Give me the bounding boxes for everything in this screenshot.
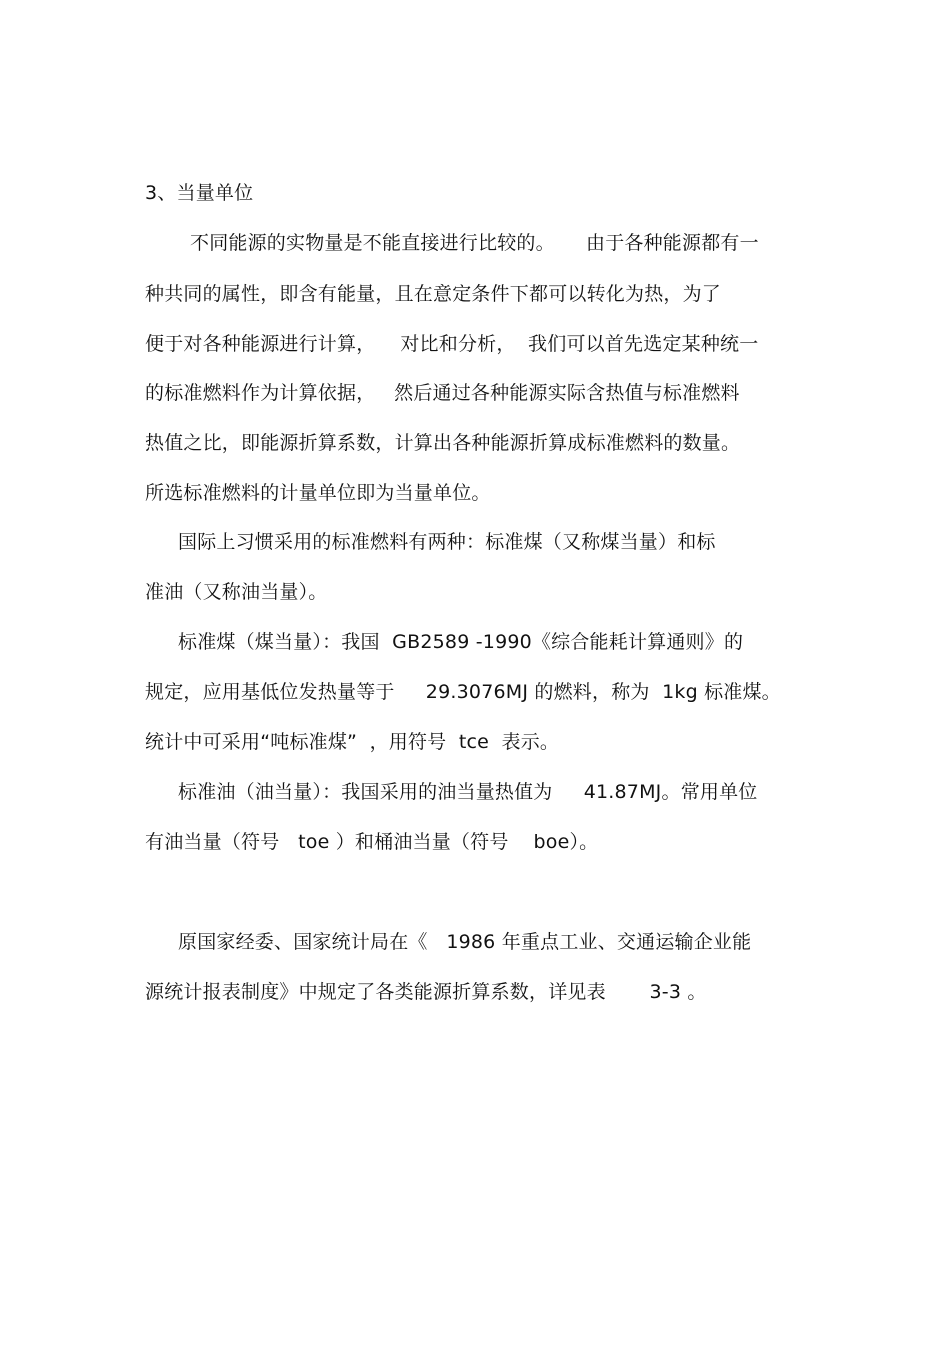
paragraph-line: 有油当量（符号 toe ）和桶油当量（符号 boe）。: [145, 831, 599, 853]
section-heading: 3、当量单位: [145, 182, 254, 204]
paragraph-line: 国际上习惯采用的标准燃料有两种：标准煤（又称煤当量）和标: [178, 531, 716, 553]
paragraph-line: 标准煤（煤当量）：我国 GB2589 -1990《综合能耗计算通则》的: [178, 631, 744, 653]
paragraph-line: 不同能源的实物量是不能直接进行比较的。 由于各种能源都有一: [190, 232, 759, 254]
paragraph-line: 便于对各种能源进行计算， 对比和分析， 我们可以首先选定某种统一: [145, 333, 759, 355]
paragraph-line: 种共同的属性，即含有能量，且在意定条件下都可以转化为热，为了: [145, 283, 722, 305]
paragraph-line: 的标准燃料作为计算依据， 然后通过各种能源实际含热值与标准燃料: [145, 382, 740, 404]
paragraph-line: 统计中可采用“吨标准煤” ，用符号 tce 表示。: [145, 731, 560, 753]
paragraph-line: 所选标准燃料的计量单位即为当量单位。: [145, 482, 491, 504]
paragraph-line: 源统计报表制度》中规定了各类能源折算系数，详见表 3-3 。: [145, 981, 707, 1003]
paragraph-line: 热值之比，即能源折算系数，计算出各种能源折算成标准燃料的数量。: [145, 432, 741, 454]
paragraph-line: 准油（又称油当量）。: [145, 581, 328, 603]
paragraph-line: 原国家经委、国家统计局在《 1986 年重点工业、交通运输企业能: [178, 931, 752, 953]
paragraph-line: 标准油（油当量）：我国采用的油当量热值为 41.87MJ。常用单位: [178, 781, 758, 803]
paragraph-line: 规定，应用基低位发热量等于 29.3076MJ 的燃料，称为 1kg 标准煤。: [145, 681, 781, 703]
